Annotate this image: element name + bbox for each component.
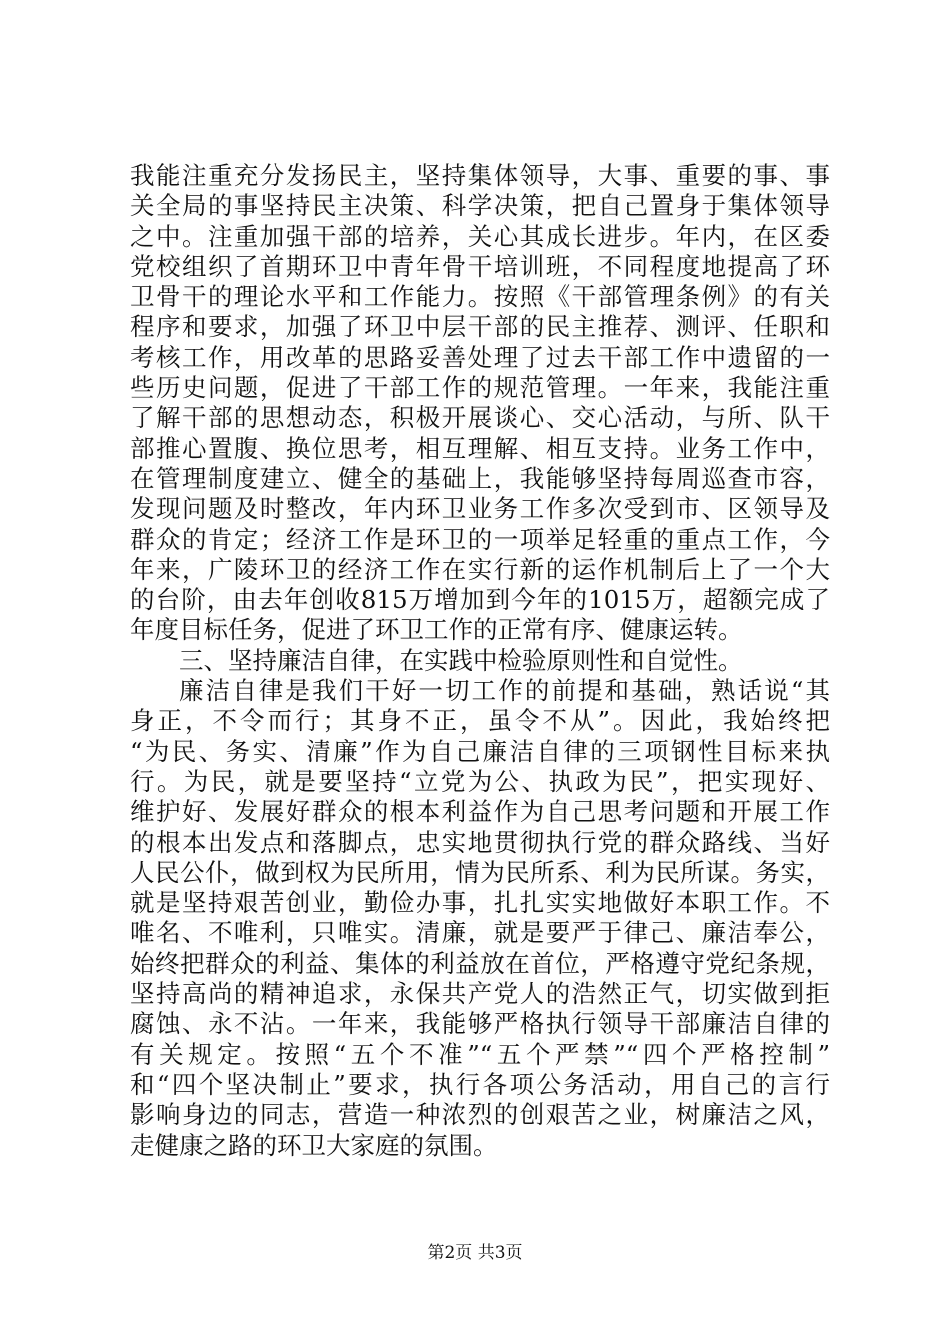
text-line: 发现问题及时整改，年内环卫业务工作多次受到市、区领导及 bbox=[130, 494, 830, 524]
section-heading: 三、坚持廉洁自律，在实践中检验原则性和自觉性。 bbox=[179, 645, 743, 675]
text-line: 就是坚持艰苦创业，勤俭办事，扎扎实实地做好本职工作。不 bbox=[130, 888, 830, 918]
text-line: 坚持高尚的精神追求，永保共产党人的浩然正气，切实做到拒 bbox=[130, 979, 830, 1009]
text-line: 的根本出发点和落脚点，忠实地贯彻执行党的群众路线、当好 bbox=[130, 827, 830, 857]
text-line: 在管理制度建立、健全的基础上，我能够坚持每周巡查市容， bbox=[130, 463, 830, 493]
text-line: 部推心置腹、换位思考，相互理解、相互支持。业务工作中， bbox=[130, 433, 830, 463]
text-line: 考核工作，用改革的思路妥善处理了过去干部工作中遗留的一 bbox=[130, 342, 830, 372]
text-line: 走健康之路的环卫大家庭的氛围。 bbox=[130, 1130, 498, 1160]
text-line: 关全局的事坚持民主决策、科学决策，把自己置身于集体领导 bbox=[130, 191, 830, 221]
text-line: 我能注重充分发扬民主，坚持集体领导，大事、重要的事、事 bbox=[130, 161, 830, 190]
text-line: 始终把群众的利益、集体的利益放在首位，严格遵守党纪条规， bbox=[130, 948, 830, 978]
text-line: 群众的肯定；经济工作是环卫的一项举足轻重的重点工作，今 bbox=[130, 524, 830, 554]
page-footer bbox=[0, 1242, 950, 1264]
text-line: 身正，不令而行；其身不正，虽令不从”。因此，我始终把 bbox=[130, 706, 830, 736]
text-line: 维护好、发展好群众的根本利益作为自己思考问题和开展工作 bbox=[130, 797, 830, 827]
text-line: 了解干部的思想动态，积极开展谈心、交心活动，与所、队干 bbox=[130, 403, 830, 433]
text-line: 影响身边的同志，营造一种浓烈的创艰苦之业，树廉洁之风， bbox=[130, 1100, 830, 1130]
text-line: 些历史问题，促进了干部工作的规范管理。一年来，我能注重 bbox=[130, 373, 830, 403]
document-body bbox=[130, 161, 830, 1161]
text-line: 年来，广陵环卫的经济工作在实行新的运作机制后上了一个大 bbox=[130, 554, 830, 584]
text-line: 有关规定。按照“五个不准”“五个严禁”“四个严格控制” bbox=[130, 1039, 830, 1069]
page-indicator: 第2页 共3页 bbox=[427, 1243, 523, 1263]
text-line: 党校组织了首期环卫中青年骨干培训班，不同程度地提高了环 bbox=[130, 251, 830, 281]
paragraph-integrity bbox=[130, 676, 830, 1161]
text-line: “为民、务实、清廉”作为自己廉洁自律的三项钢性目标来执 bbox=[130, 736, 830, 766]
text-line: 人民公仆，做到权为民所用，情为民所系、利为民所谋。务实， bbox=[130, 857, 830, 887]
text-line: 之中。注重加强干部的培养，关心其成长进步。年内，在区委 bbox=[130, 221, 830, 251]
text-line: 廉洁自律是我们干好一切工作的前提和基础，熟话说“其 bbox=[179, 676, 830, 706]
text-line: 的台阶，由去年创收815万增加到今年的1015万，超额完成了 bbox=[130, 585, 830, 615]
paragraph-leadership bbox=[130, 161, 830, 646]
text-line: 年度目标任务，促进了环卫工作的正常有序、健康运转。 bbox=[130, 615, 743, 645]
text-line: 卫骨干的理论水平和工作能力。按照《干部管理条例》的有关 bbox=[130, 282, 830, 312]
text-line: 程序和要求，加强了环卫中层干部的民主推荐、测评、任职和 bbox=[130, 312, 830, 342]
text-line: 腐蚀、永不沾。一年来，我能够严格执行领导干部廉洁自律的 bbox=[130, 1009, 830, 1039]
text-line: 唯名、不唯利，只唯实。清廉，就是要严于律己、廉洁奉公， bbox=[130, 918, 830, 948]
text-line: 行。为民，就是要坚持“立党为公、执政为民”，把实现好、 bbox=[130, 766, 830, 796]
text-line: 和“四个坚决制止”要求，执行各项公务活动，用自己的言行 bbox=[130, 1069, 830, 1099]
